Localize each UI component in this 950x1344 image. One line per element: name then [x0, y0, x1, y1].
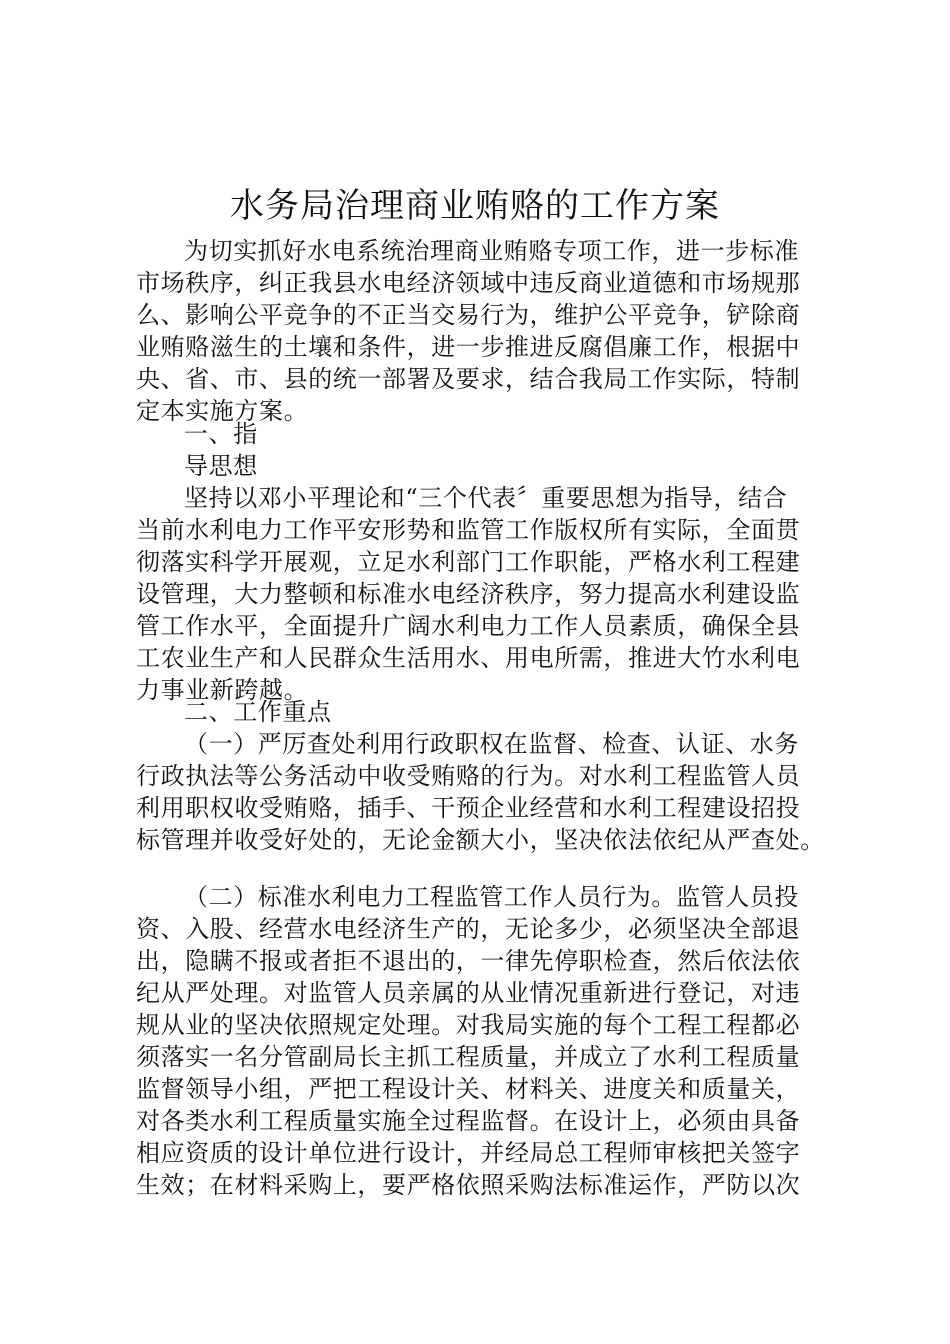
paragraph-line: 市场秩序，纠正我县水电经济领域中违反商业道德和市场规那: [136, 269, 801, 297]
section-heading: 二、工作重点: [184, 698, 332, 726]
paragraph-line: 央、省、市、县的统一部署及要求，结合我局工作实际，特制: [136, 365, 801, 393]
paragraph-line: 标管理并收受好处的，无论金额大小，坚决依法依纪从严查处。: [136, 826, 825, 854]
paragraph-line: 规从业的坚决依照规定处理。对我局实施的每个工程工程都必: [136, 1011, 801, 1039]
paragraph-line: 监督领导小组，严把工程设计关、材料关、进度关和质量关，: [136, 1075, 801, 1103]
paragraph-line: 工农业生产和人民群众生活用水、用电所需，推进大竹水利电: [136, 644, 801, 672]
paragraph-line: 当前水利电力工作平安形势和监管工作版权所有实际，全面贯: [136, 516, 801, 544]
paragraph-line: 为切实抓好水电系统治理商业贿赂专项工作，进一步标准: [184, 237, 799, 265]
section-heading: 导思想: [184, 452, 258, 480]
paragraph-line: 须落实一名分管副局长主抓工程质量，并成立了水利工程质量: [136, 1043, 801, 1071]
paragraph-line: 生效；在材料采购上，要严格依照采购法标准运作，严防以次: [136, 1171, 801, 1199]
paragraph-line: 对各类水利工程质量实施全过程监督。在设计上，必须由具备: [136, 1107, 801, 1135]
paragraph-line: 出，隐瞒不报或者拒不退出的，一律先停职检查，然后依法依: [136, 947, 801, 975]
section-heading: 一、指: [184, 420, 258, 448]
paragraph-line: 资、入股、经营水电经济生产的，无论多少，必须坚决全部退: [136, 915, 801, 943]
paragraph-line: 么、影响公平竞争的不正当交易行为，维护公平竞争，铲除商: [136, 301, 801, 329]
paragraph-line: 行政执法等公务活动中收受贿赂的行为。对水利工程监管人员: [136, 762, 801, 790]
paragraph-line: （一）严厉查处利用行政职权在监督、检查、认证、水务: [184, 730, 799, 758]
paragraph-line: 业贿赂滋生的土壤和条件，进一步推进反腐倡廉工作，根据中: [136, 333, 801, 361]
paragraph-line: （二）标准水利电力工程监管工作人员行为。监管人员投: [184, 883, 799, 911]
paragraph-line: 设管理，大力整顿和标准水电经济秩序，努力提高水利建设监: [136, 580, 801, 608]
paragraph-line: 定本实施方案。: [136, 397, 309, 425]
paragraph-line: 坚持以邓小平理论和“三个代表〞重要思想为指导，结合: [184, 484, 788, 512]
paragraph-line: 管工作水平，全面提升广阔水利电力工作人员素质，确保全县: [136, 612, 801, 640]
document-title: 水务局治理商业贿赂的工作方案: [230, 186, 720, 226]
paragraph-line: 相应资质的设计单位进行设计，并经局总工程师审核把关签字: [136, 1139, 801, 1167]
paragraph-line: 纪从严处理。对监管人员亲属的从业情况重新进行登记，对违: [136, 979, 801, 1007]
paragraph-line: 利用职权收受贿赂，插手、干预企业经营和水利工程建设招投: [136, 794, 801, 822]
paragraph-line: 力事业新跨越。: [136, 676, 309, 704]
paragraph-line: 彻落实科学开展观，立足水利部门工作职能，严格水利工程建: [136, 548, 801, 576]
